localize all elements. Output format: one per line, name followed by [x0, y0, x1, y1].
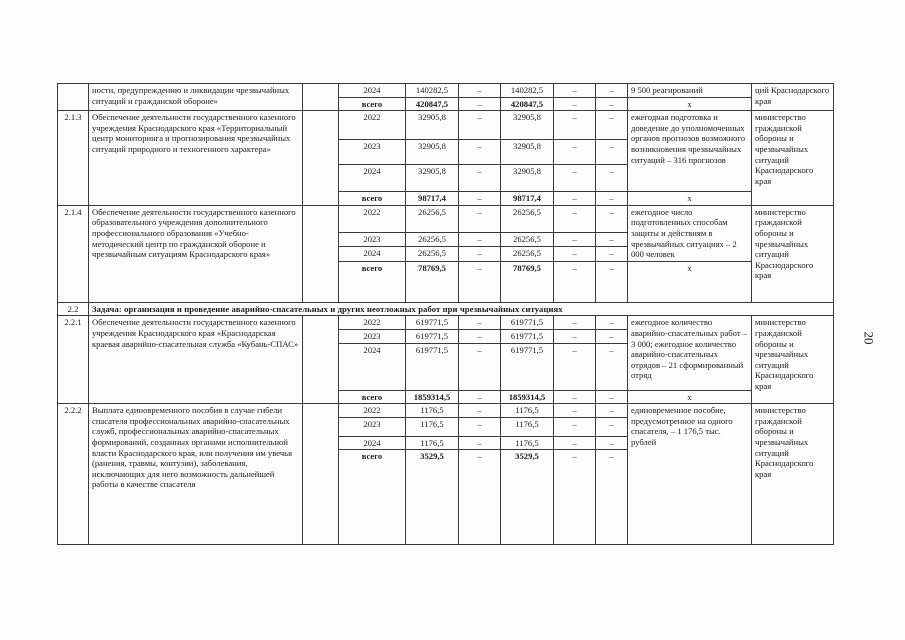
executor-cell: министерство гражданской обороны и чрезвычайных ситуаций Краснодарского края: [752, 404, 834, 545]
total-cell: 78769,5: [406, 261, 459, 302]
mun-cell: –: [554, 450, 596, 545]
mun-cell: –: [554, 205, 596, 232]
fed-cell: –: [459, 140, 501, 165]
total-cell: 1176,5: [406, 417, 459, 436]
ext-cell: –: [596, 450, 628, 545]
code-cell: 2.1.4: [58, 205, 89, 302]
code-cell: 2.2.2: [58, 404, 89, 545]
total-cell: 619771,5: [406, 329, 459, 343]
reg-cell: 26256,5: [501, 205, 554, 232]
year-cell: 2023: [339, 417, 406, 436]
ext-cell: –: [596, 111, 628, 140]
fed-cell: –: [459, 84, 501, 98]
mun-cell: –: [554, 390, 596, 404]
reg-cell: 140282,5: [501, 84, 554, 98]
executor-cell: ций Краснодарского края: [752, 84, 834, 111]
reg-cell: 420847,5: [501, 97, 554, 111]
result-cell: х: [628, 261, 752, 302]
blank-cell: [303, 316, 339, 404]
result-cell: х: [628, 390, 752, 404]
mun-cell: –: [554, 329, 596, 343]
result-cell: х: [628, 97, 752, 111]
reg-cell: 98717,4: [501, 192, 554, 206]
reg-cell: 619771,5: [501, 343, 554, 390]
reg-cell: 32905,8: [501, 111, 554, 140]
ext-cell: –: [596, 84, 628, 98]
fed-cell: –: [459, 205, 501, 232]
fed-cell: –: [459, 329, 501, 343]
ext-cell: –: [596, 97, 628, 111]
reg-cell: 26256,5: [501, 247, 554, 261]
mun-cell: –: [554, 404, 596, 418]
total-cell: 26256,5: [406, 247, 459, 261]
executor-cell: министерство гражданской обороны и чрезвычайных ситуаций Краснодарского края: [752, 316, 834, 404]
total-cell: 98717,4: [406, 192, 459, 206]
fed-cell: –: [459, 343, 501, 390]
total-label-cell: всего: [339, 192, 406, 206]
mun-cell: –: [554, 436, 596, 450]
mun-cell: –: [554, 232, 596, 246]
result-cell: ежегодная подготовка и доведение до уполномоченных органов прогнозов возможного возникновения чрезвычайных ситуаций – 316 прогнозов: [628, 111, 752, 192]
reg-cell: 26256,5: [501, 232, 554, 246]
fed-cell: –: [459, 232, 501, 246]
total-label-cell: всего: [339, 450, 406, 545]
fed-cell: –: [459, 450, 501, 545]
fed-cell: –: [459, 247, 501, 261]
table-row: [58, 316, 834, 330]
total-cell: 420847,5: [406, 97, 459, 111]
row-description: Обеспечение деятельности государственного казенного образовательного учреждения дополнительного профессионального образования «Учебно-методический центр по гражданской обороне и чрезвычайным ситуациям Краснодарского края»: [89, 205, 303, 302]
year-cell: 2024: [339, 165, 406, 192]
fed-cell: –: [459, 436, 501, 450]
ext-cell: –: [596, 417, 628, 436]
code-cell: 2.1.3: [58, 111, 89, 206]
program-table: [57, 83, 834, 545]
year-cell: 2023: [339, 329, 406, 343]
reg-cell: 1176,5: [501, 417, 554, 436]
ext-cell: –: [596, 192, 628, 206]
total-cell: 619771,5: [406, 316, 459, 330]
ext-cell: –: [596, 205, 628, 232]
reg-cell: 32905,8: [501, 165, 554, 192]
fed-cell: –: [459, 192, 501, 206]
year-cell: 2023: [339, 232, 406, 246]
reg-cell: 619771,5: [501, 329, 554, 343]
table-row: [58, 205, 834, 232]
fed-cell: –: [459, 111, 501, 140]
total-cell: 32905,8: [406, 165, 459, 192]
total-label-cell: всего: [339, 390, 406, 404]
blank-cell: [303, 111, 339, 206]
ext-cell: –: [596, 404, 628, 418]
ext-cell: –: [596, 232, 628, 246]
mun-cell: –: [554, 247, 596, 261]
blank-cell: [303, 205, 339, 302]
total-cell: 1176,5: [406, 436, 459, 450]
result-cell: 9 500 реагирований: [628, 84, 752, 98]
fed-cell: –: [459, 165, 501, 192]
reg-cell: 1859314,5: [501, 390, 554, 404]
mun-cell: –: [554, 192, 596, 206]
task-code: 2.2: [58, 302, 89, 316]
year-cell: 2022: [339, 316, 406, 330]
year-cell: 2022: [339, 404, 406, 418]
mun-cell: –: [554, 84, 596, 98]
mun-cell: –: [554, 261, 596, 302]
ext-cell: –: [596, 343, 628, 390]
task-title: Задача: организация и проведение аварийно-спасательных и других неотложных работ при чрезвычайных ситуациях: [89, 302, 834, 316]
ext-cell: –: [596, 329, 628, 343]
fed-cell: –: [459, 404, 501, 418]
reg-cell: 78769,5: [501, 261, 554, 302]
fed-cell: –: [459, 316, 501, 330]
mun-cell: –: [554, 140, 596, 165]
ext-cell: –: [596, 390, 628, 404]
fed-cell: –: [459, 417, 501, 436]
row-description: ности, предупреждению и ликвидации чрезвычайных ситуаций и гражданской обороне»: [89, 84, 303, 111]
total-cell: 3529,5: [406, 450, 459, 545]
total-cell: 1859314,5: [406, 390, 459, 404]
ext-cell: –: [596, 436, 628, 450]
reg-cell: 1176,5: [501, 436, 554, 450]
code-cell: 2.2.1: [58, 316, 89, 404]
executor-cell: министерство гражданской обороны и чрезвычайных ситуаций Краснодарского края: [752, 111, 834, 206]
table-row: [58, 111, 834, 140]
fed-cell: –: [459, 261, 501, 302]
result-cell: единовременное пособие, предусмотренное на одного спасателя, – 1 176,5 тыс. рублей: [628, 404, 752, 545]
ext-cell: –: [596, 165, 628, 192]
total-cell: 32905,8: [406, 140, 459, 165]
year-cell: 2024: [339, 436, 406, 450]
year-cell: 2024: [339, 84, 406, 98]
fed-cell: –: [459, 97, 501, 111]
page-number: 20: [861, 331, 877, 345]
total-label-cell: всего: [339, 97, 406, 111]
mun-cell: –: [554, 111, 596, 140]
result-cell: ежегодное количество аварийно-спасательных работ – 3 000; ежегодное количество аварийно-спасательных отрядов – 21 сформированный отряд: [628, 316, 752, 390]
fed-cell: –: [459, 390, 501, 404]
mun-cell: –: [554, 343, 596, 390]
reg-cell: 1176,5: [501, 404, 554, 418]
total-cell: 26256,5: [406, 205, 459, 232]
table-row: [58, 404, 834, 418]
ext-cell: –: [596, 261, 628, 302]
year-cell: 2024: [339, 343, 406, 390]
year-cell: 2024: [339, 247, 406, 261]
result-cell: х: [628, 192, 752, 206]
mun-cell: –: [554, 417, 596, 436]
total-cell: 32905,8: [406, 111, 459, 140]
row-description: Выплата единовременного пособия в случае гибели спасателя профессиональных аварийно-спасательных служб, профессиональных аварийно-спасательных формирований, созданных органами исполнительной власти Краснодарского края, или получения им увечья (ранения, травмы, контузии), заболевания, исключающих для него возможность дальнейшей работы в качестве спасателя: [89, 404, 303, 545]
row-description: Обеспечение деятельности государственного казенного учреждения Краснодарского края «Территориальный центр мониторинга и прогнозирования чрезвычайных ситуаций природного и техногенного характера»: [89, 111, 303, 206]
year-cell: 2023: [339, 140, 406, 165]
mun-cell: –: [554, 316, 596, 330]
reg-cell: 32905,8: [501, 140, 554, 165]
table-row: [58, 84, 834, 98]
blank-cell: [303, 84, 339, 111]
total-cell: 26256,5: [406, 232, 459, 246]
total-cell: 619771,5: [406, 343, 459, 390]
code-cell: [58, 84, 89, 111]
executor-cell: министерство гражданской обороны и чрезвычайных ситуаций Краснодарского края: [752, 205, 834, 302]
task-row: [58, 302, 834, 316]
result-cell: ежегодное число подготовленных способам защиты и действиям в чрезвычайных ситуациях – 2 000 человек: [628, 205, 752, 261]
year-cell: 2022: [339, 111, 406, 140]
blank-cell: [303, 404, 339, 545]
year-cell: 2022: [339, 205, 406, 232]
ext-cell: –: [596, 140, 628, 165]
total-label-cell: всего: [339, 261, 406, 302]
reg-cell: 619771,5: [501, 316, 554, 330]
mun-cell: –: [554, 97, 596, 111]
ext-cell: –: [596, 247, 628, 261]
row-description: Обеспечение деятельности государственного казенного учреждения Краснодарского края «Краснодарская краевая аварийно-спасательная служба «Кубань-СПАС»: [89, 316, 303, 404]
total-cell: 140282,5: [406, 84, 459, 98]
total-cell: 1176,5: [406, 404, 459, 418]
mun-cell: –: [554, 165, 596, 192]
ext-cell: –: [596, 316, 628, 330]
reg-cell: 3529,5: [501, 450, 554, 545]
